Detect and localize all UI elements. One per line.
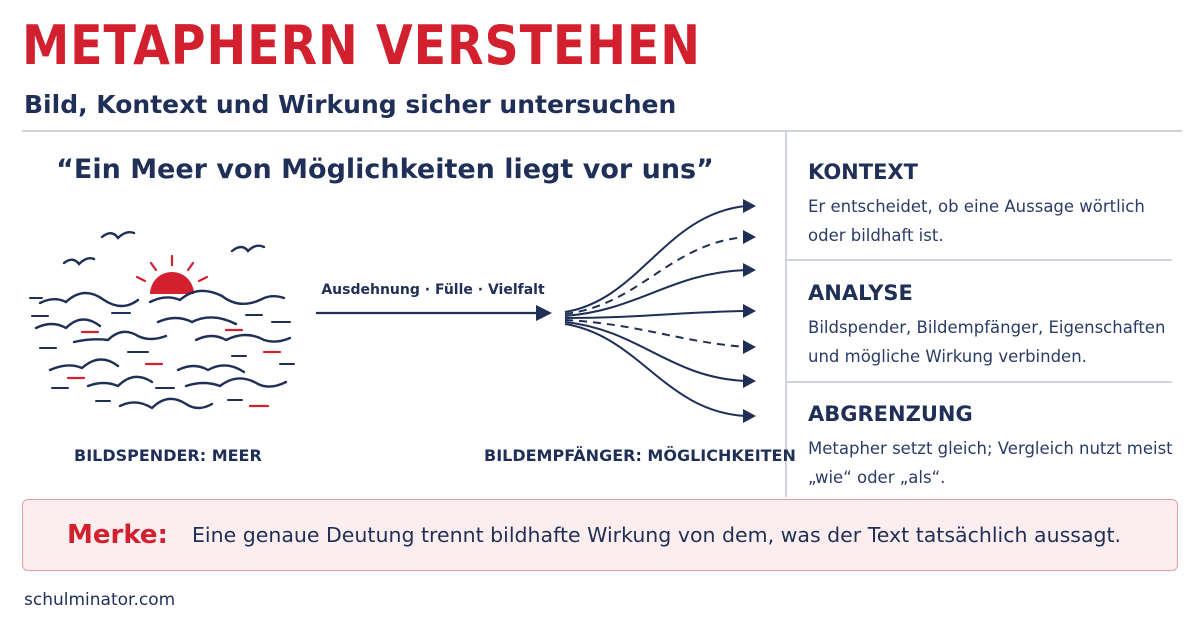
panel-divider-1 [786,259,1172,261]
metaphor-quote: “Ein Meer von Möglichkeiten liegt vor uns” [56,154,714,185]
target-caption: BILDEMPFÄNGER: MÖGLICHKEITEN [484,446,796,465]
sun-icon [137,256,207,294]
panel-heading: KONTEXT [808,160,918,184]
panel-text: Bildspender, Bildempfänger, Eigenschaften und mögliche Wirkung verbinden. [808,318,1166,366]
merke-box [22,499,1178,571]
sea-icon [36,291,290,408]
panel-heading: ANALYSE [808,281,913,305]
panel-kontext [808,160,1178,250]
panel-text: Er entscheidet, ob eine Aussage wörtlich oder bildhaft ist. [808,197,1145,245]
arrow-icon [316,305,552,321]
source-caption: BILDSPENDER: MEER [74,446,262,465]
footer-site: schulminator.com [24,590,176,610]
column-divider [785,131,787,497]
metaphor-illustration [0,190,780,440]
bird-icon [64,232,264,264]
arrow-label: Ausdehnung · Fülle · Vielfalt [321,282,545,298]
panel-abgrenzung [808,402,1178,492]
panel-analyse [808,281,1178,371]
panel-heading: ABGRENZUNG [808,402,973,426]
header-divider [22,130,1182,132]
merke-text: Eine genaue Deutung trennt bildhafte Wirkung von dem, was der Text tatsächlich aussagt. [191,523,1122,547]
page-title: METAPHERN VERSTEHEN [22,14,701,77]
panel-divider-2 [786,381,1172,383]
page-subtitle: Bild, Kontext und Wirkung sicher untersuchen [24,90,677,119]
branching-arrows-icon [565,206,746,416]
merke-label: Merke: [67,520,168,550]
panel-text: Metapher setzt gleich; Vergleich nutzt meist „wie“ oder „als“. [808,439,1173,487]
